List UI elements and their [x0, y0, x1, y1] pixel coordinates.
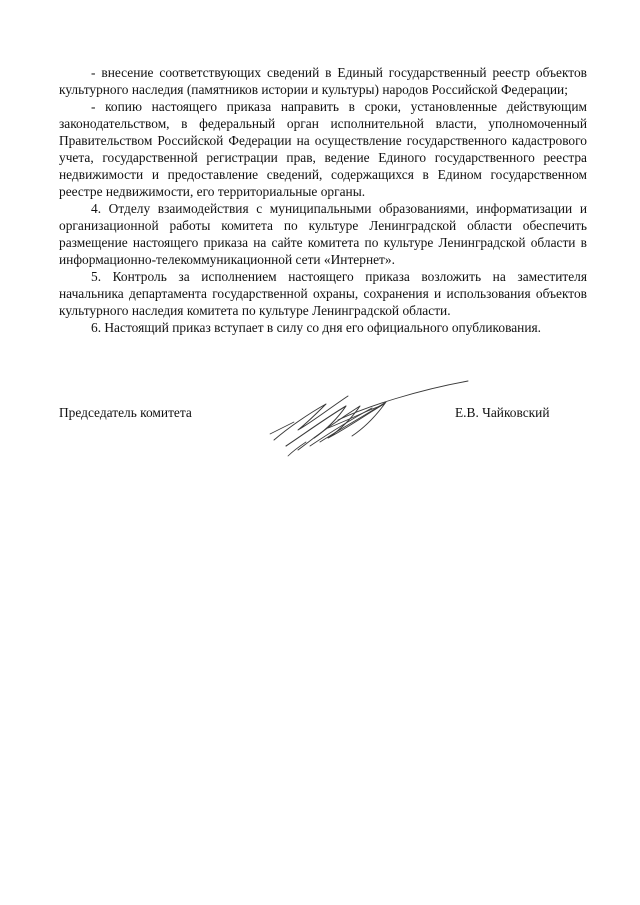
paragraph-item-6: 6. Настоящий приказ вступает в силу со дня его официального опубликования. — [91, 320, 541, 335]
paragraph-registry-entry: - внесение соответствующих сведений в Единый государственный реестр объектов культурного наследия (памятников истории и культуры) народов Российской Федерации; — [59, 65, 587, 97]
paragraph-copy-order: - копию настоящего приказа направить в сроки, установленные действующим законодательством, в федеральный орган исполнительной власти, уполномоченный Правительством Российской Федерации на осуществление государственного кадастрового учета, государственной регистрации прав, ведение Единого государственного реестра недвижимости и предоставление сведений, содержащихся в Едином государственном реестре недвижимости, его территориальные органы. — [59, 99, 587, 199]
document-body — [59, 64, 587, 336]
paragraph-item-5: 5. Контроль за исполнением настоящего приказа возложить на заместителя начальника департамента государственной охраны, сохранения и использования объектов культурного наследия комитета по культуре Ленинградской области. — [59, 269, 587, 318]
handwritten-signature — [268, 376, 473, 460]
paragraph-item-4: 4. Отделу взаимодействия с муниципальными образованиями, информатизации и организационной работы комитета по культуре Ленинградской области обеспечить размещение настоящего приказа на сайте комитета по культуре Ленинградской области в информационно-телекоммуникационной сети «Интернет». — [59, 201, 587, 267]
signatory-name: Е.В. Чайковский — [455, 405, 550, 420]
signatory-role: Председатель комитета — [59, 405, 192, 420]
